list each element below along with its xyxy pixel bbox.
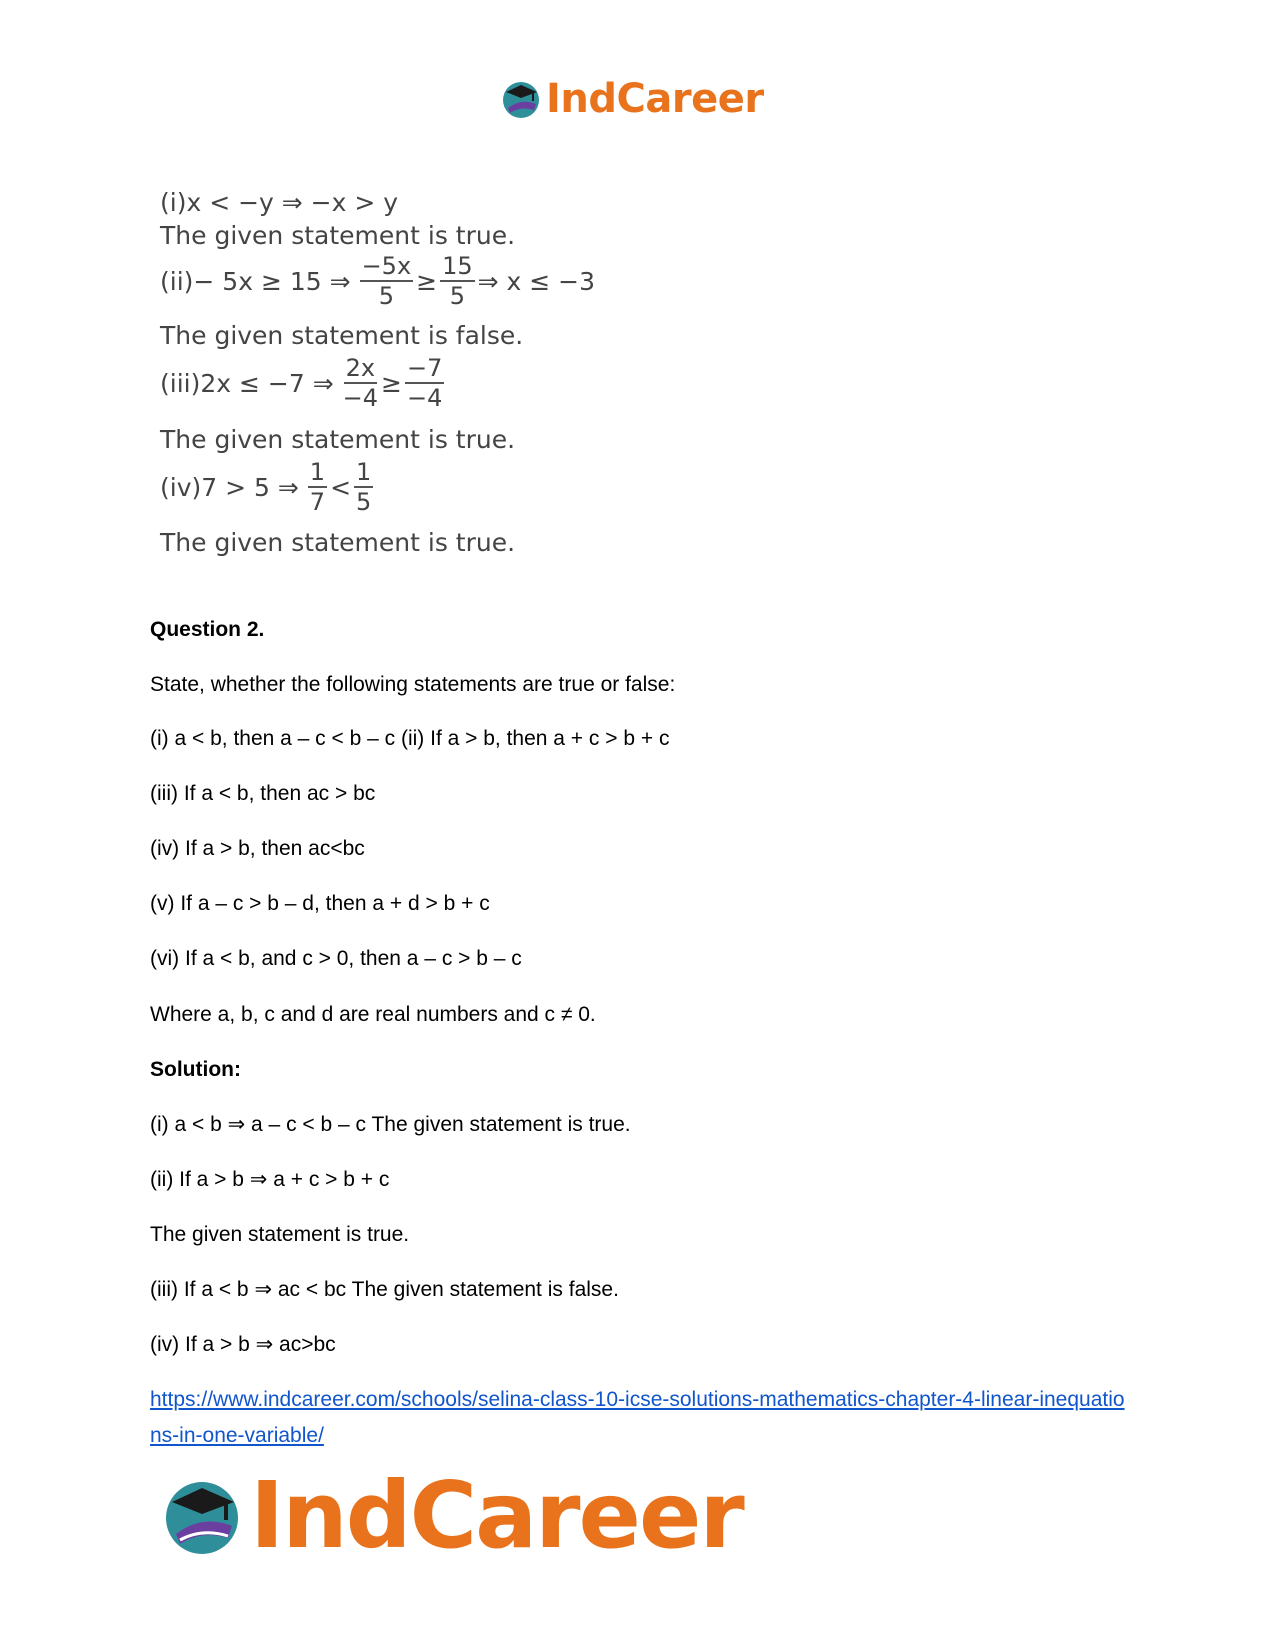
question-item: (iv) If a > b, then ac<bc <box>150 837 365 860</box>
source-link[interactable]: https://www.indcareer.com/schools/selina-class-10-icse-solutions-mathematics-chapter-4-linear-inequations-in-one-variable/ <box>150 1388 1125 1447</box>
question-item: (v) If a – c > b – d, then a + d > b + c <box>150 892 490 915</box>
question-item: (vi) If a < b, and c > 0, then a – c > b – c <box>150 947 522 970</box>
math-line-2: The given statement is true. <box>160 221 516 250</box>
math-line-3: (ii) − 5x ≥ 15 ⇒ $\frac{-5x}{5}$ ≥ $\frac{15}{5}$ ⇒ x ≤ −3 <box>160 252 596 310</box>
indcareer-logo-top <box>500 76 764 122</box>
question-item: (iii) If a < b, then ac > bc <box>150 782 376 805</box>
solution-line: (iv) If a > b ⇒ ac>bc <box>150 1333 336 1356</box>
math-line-8: The given statement is true. <box>160 528 516 557</box>
solution-line: The given statement is true. <box>150 1223 410 1246</box>
brand-name: IndCareer <box>546 76 764 122</box>
brand-name: IndCareer <box>250 1462 743 1569</box>
graduation-globe-icon <box>160 1474 244 1558</box>
question-heading: Question 2. <box>150 618 265 641</box>
solution-heading: Solution: <box>150 1058 241 1081</box>
question-item: (i) a < b, then a – c < b – c (ii) If a > b, then a + c > b + c <box>150 727 670 750</box>
graduation-globe-icon <box>500 78 542 120</box>
indcareer-logo-bottom <box>160 1462 743 1569</box>
question-prompt: State, whether the following statements are true or false: <box>150 673 676 696</box>
math-line-4: The given statement is false. <box>160 321 524 350</box>
solution-line: (iii) If a < b ⇒ ac < bc The given statement is false. <box>150 1278 619 1301</box>
math-line-5: (iii) 2x ≤ −7 ⇒ $\frac{2x}{-4}$ ≥ $\frac{-7}{-4}$ <box>160 354 443 412</box>
question-note: Where a, b, c and d are real numbers and c ≠ 0. <box>150 1003 596 1026</box>
solution-line: (ii) If a > b ⇒ a + c > b + c <box>150 1168 390 1191</box>
math-line-1: (i) x < −y ⇒ −x > y <box>160 188 399 217</box>
solution-line: (i) a < b ⇒ a – c < b – c The given statement is true. <box>150 1113 631 1136</box>
math-line-6: The given statement is true. <box>160 425 516 454</box>
math-line-7: (iv) 7 > 5 ⇒ $\frac{1}{7}$ < $\frac{1}{5}$ <box>160 458 372 516</box>
